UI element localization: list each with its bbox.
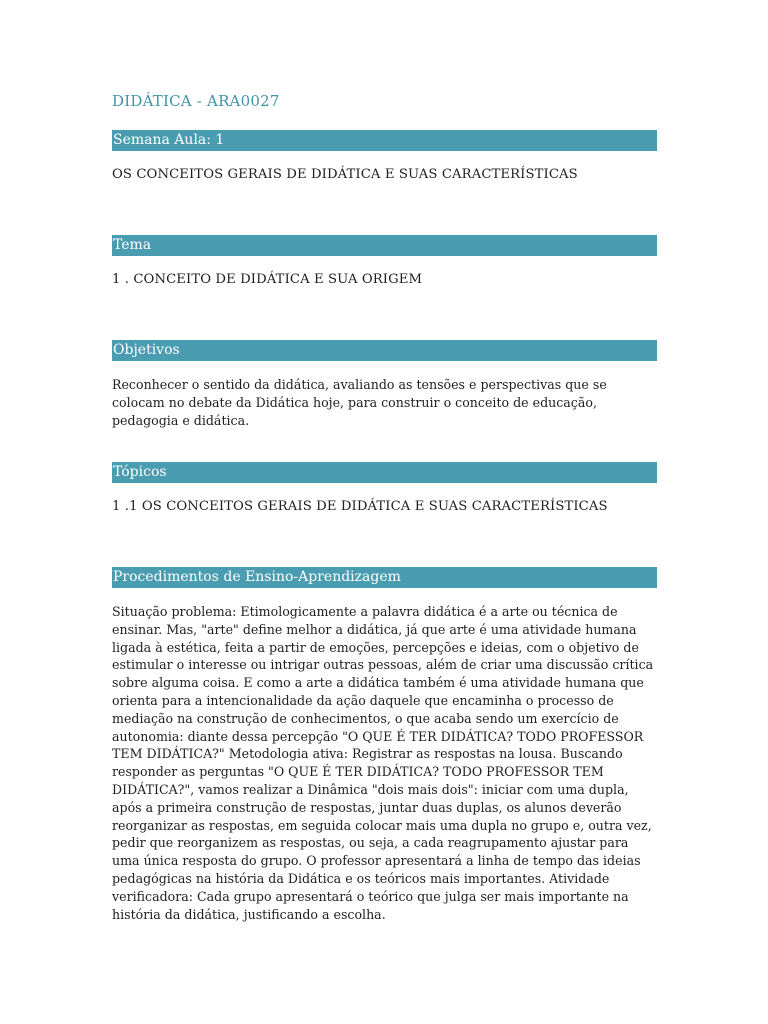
section-heading-tema: Tema: [112, 235, 657, 256]
section-heading-semana-aula: Semana Aula: 1: [112, 130, 657, 151]
section-content-objetivos: Reconhecer o sentido da didática, avaliando as tensões e perspectivas que se colocam no debate da Didática hoje, para construir o conceito de educação, pedagogia e didática.: [112, 377, 607, 428]
section-content-semana-aula: OS CONCEITOS GERAIS DE DIDÁTICA E SUAS CARACTERÍSTICAS: [112, 167, 578, 182]
document-title: DIDÁTICA - ARA0027: [112, 92, 280, 110]
section-heading-topicos: Tópicos: [112, 462, 657, 483]
section-content-tema: 1 . CONCEITO DE DIDÁTICA E SUA ORIGEM: [112, 272, 423, 287]
section-content-procedimentos: Situação problema: Etimologicamente a palavra didática é a arte ou técnica de ensinar. Mas, "arte" define melhor a didática, já que arte é uma atividade humana ligada à estética, feita a partir de emoções, percepções e ideias, com o objetivo de estimular o interesse ou intrigar outras pessoas, além de criar uma discussão crítica sobre alguma coisa. E como a arte a didática também é uma atividade humana que orienta para a intencionalidade da ação daquele que encaminha o processo de mediação na construção de conhecimentos, o que acaba sendo um exercício de autonomia: diante dessa percepção "O QUE É TER DIDÁTICA? TODO PROFESSOR TEM DIDÁTICA?" Metodologia ativa: Registrar as respostas na lousa. Buscando responder as perguntas "O QUE É TER DIDÁTICA? TODO PROFESSOR TEM DIDÁTICA?", vamos realizar a Dinâmica "dois mais dois": iniciar com uma dupla, após a primeira construção de respostas, juntar duas duplas, os alunos deverão reorganizar as respostas, em seguida colocar mais uma dupla no grupo e, outra vez, pedir que reorganizem as respostas, ou seja, a cada reagrupamento ajustar para uma única resposta do grupo. O professor apresentará a linha de tempo das ideias pedagógicas na história da Didática e os teóricos mais importantes. Atividade verificadora: Cada grupo apresentará o teórico que julga ser mais importante na história da didática, justificando a escolha.: [112, 604, 654, 922]
section-heading-objetivos: Objetivos: [112, 340, 657, 361]
section-content-topicos: 1 .1 OS CONCEITOS GERAIS DE DIDÁTICA E SUAS CARACTERÍSTICAS: [112, 499, 608, 514]
section-heading-procedimentos: Procedimentos de Ensino-Aprendizagem: [112, 567, 657, 588]
